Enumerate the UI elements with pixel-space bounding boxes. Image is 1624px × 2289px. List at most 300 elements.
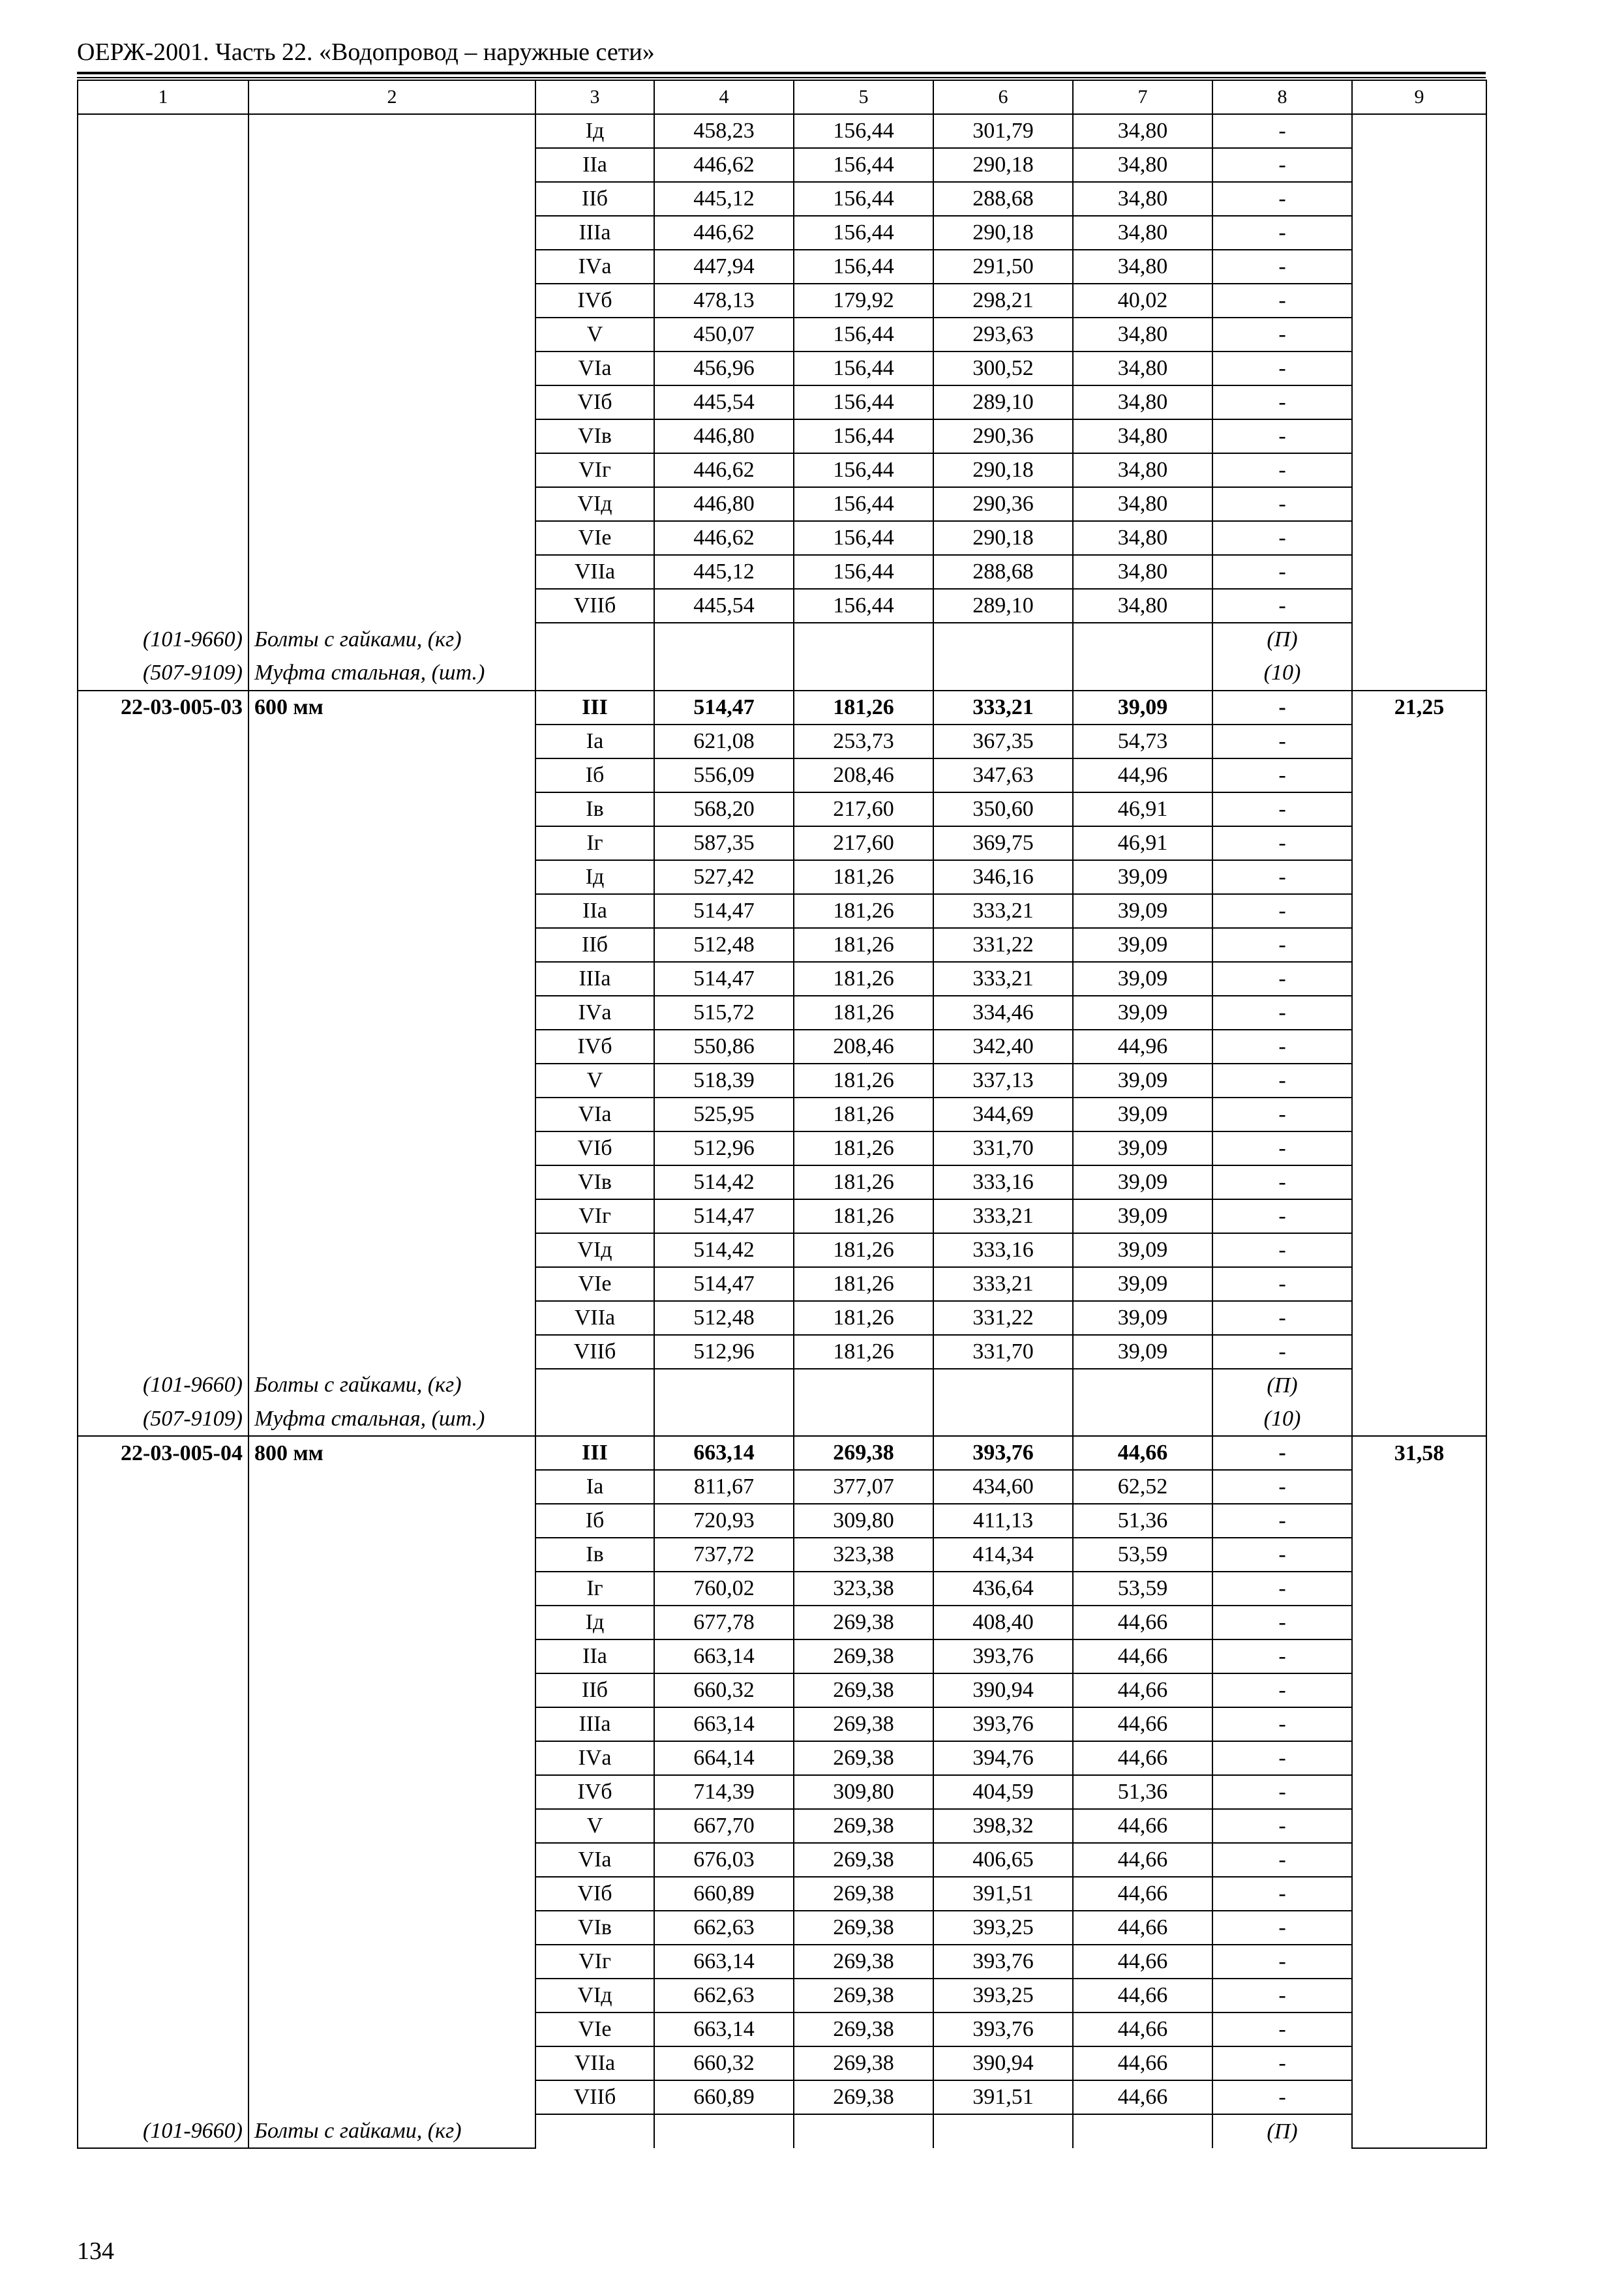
cell-total (654, 657, 794, 691)
cell-name (248, 792, 535, 826)
table-row (78, 1064, 1486, 1098)
cell-machine-wage: 39,09 (1073, 996, 1212, 1030)
cell-labor (1352, 894, 1486, 928)
cell-zone: Iв (535, 792, 654, 826)
cell-wage: 323,38 (794, 1572, 933, 1606)
cell-code (78, 1639, 248, 1673)
cell-wage: 156,44 (794, 182, 933, 216)
cell-name (248, 1741, 535, 1775)
cell-zone: VIб (535, 385, 654, 419)
cell-machine-wage: 34,80 (1073, 216, 1212, 250)
cell-labor (1352, 962, 1486, 996)
cell-machine-wage: 39,09 (1073, 1131, 1212, 1165)
cell-name: Муфта стальная, (шт.) (248, 1402, 535, 1436)
cell-materials: - (1212, 555, 1352, 589)
cell-code (78, 1538, 248, 1572)
cell-machine-wage: 39,09 (1073, 894, 1212, 928)
cell-machine-wage: 39,09 (1073, 1098, 1212, 1131)
cell-total: 677,78 (654, 1606, 794, 1639)
cell-zone: IVб (535, 1775, 654, 1809)
cell-name (248, 996, 535, 1030)
cell-wage: 181,26 (794, 1335, 933, 1369)
cell-name (248, 1538, 535, 1572)
cell-machines: 393,76 (933, 2012, 1073, 2046)
cell-name (248, 419, 535, 453)
cell-machines: 293,63 (933, 318, 1073, 352)
cell-total: 663,14 (654, 1639, 794, 1673)
cell-name (248, 385, 535, 419)
cell-machines: 290,18 (933, 148, 1073, 182)
cell-wage: 323,38 (794, 1538, 933, 1572)
cell-machine-wage: 39,09 (1073, 1335, 1212, 1369)
cell-materials: - (1212, 1741, 1352, 1775)
cell-total: 514,42 (654, 1165, 794, 1199)
cell-materials: - (1212, 1267, 1352, 1301)
cell-total: 518,39 (654, 1064, 794, 1098)
cell-materials: - (1212, 318, 1352, 352)
cell-total: 760,02 (654, 1572, 794, 1606)
table-row (78, 1335, 1486, 1369)
cell-total: 514,47 (654, 1267, 794, 1301)
cell-name (248, 148, 535, 182)
cell-name (248, 1945, 535, 1979)
cell-wage: 156,44 (794, 318, 933, 352)
table-row (78, 1098, 1486, 1131)
cell-machines: 369,75 (933, 826, 1073, 860)
cell-labor (1352, 284, 1486, 318)
cell-materials: - (1212, 1945, 1352, 1979)
cell-machines: 404,59 (933, 1775, 1073, 1809)
table-row (78, 758, 1486, 792)
table-row (78, 1470, 1486, 1504)
cell-materials: - (1212, 1877, 1352, 1911)
cell-code (78, 1673, 248, 1707)
cell-machine-wage: 34,80 (1073, 589, 1212, 623)
cell-machines: 300,52 (933, 352, 1073, 385)
column-number-row (78, 80, 1486, 114)
cell-code (78, 2046, 248, 2080)
table-row (78, 2080, 1486, 2114)
cell-zone: IIIа (535, 962, 654, 996)
cell-machines: 414,34 (933, 1538, 1073, 1572)
cell-name (248, 1233, 535, 1267)
cell-total: 660,32 (654, 1673, 794, 1707)
cell-machines: 391,51 (933, 1877, 1073, 1911)
cell-materials: - (1212, 1707, 1352, 1741)
cell-code (78, 385, 248, 419)
cell-total: 663,14 (654, 2012, 794, 2046)
cell-machine-wage: 44,66 (1073, 1843, 1212, 1877)
cell-labor: 21,25 (1352, 691, 1486, 725)
cell-wage: 181,26 (794, 860, 933, 894)
cell-materials: (10) (1212, 1402, 1352, 1436)
cell-labor (1352, 826, 1486, 860)
cell-labor (1352, 1030, 1486, 1064)
cell-total: 446,62 (654, 216, 794, 250)
cell-zone: VIд (535, 1979, 654, 2012)
cell-materials: - (1212, 1504, 1352, 1538)
table-row (78, 1233, 1486, 1267)
cell-name (248, 1199, 535, 1233)
cell-machines: 288,68 (933, 555, 1073, 589)
cell-materials: - (1212, 1538, 1352, 1572)
table-row (78, 2046, 1486, 2080)
cell-code: 22-03-005-03 (78, 691, 248, 725)
cell-machines: 367,35 (933, 725, 1073, 758)
table-row (78, 1775, 1486, 1809)
cell-code (78, 860, 248, 894)
table-row (78, 385, 1486, 419)
cell-code (78, 352, 248, 385)
cell-materials: - (1212, 148, 1352, 182)
cell-code (78, 487, 248, 521)
cell-machines: 288,68 (933, 182, 1073, 216)
cell-total: 445,12 (654, 182, 794, 216)
cell-machine-wage: 44,66 (1073, 1436, 1212, 1470)
cell-machines: 390,94 (933, 1673, 1073, 1707)
cell-machine-wage: 39,09 (1073, 1064, 1212, 1098)
cell-code: (101-9660) (78, 2114, 248, 2148)
cell-name (248, 928, 535, 962)
cell-code (78, 1504, 248, 1538)
cell-labor (1352, 2080, 1486, 2114)
cell-machines (933, 2114, 1073, 2148)
cell-machine-wage: 34,80 (1073, 419, 1212, 453)
cell-machine-wage: 39,09 (1073, 1267, 1212, 1301)
cell-machines: 406,65 (933, 1843, 1073, 1877)
cell-labor (1352, 487, 1486, 521)
column-number-6: 6 (933, 80, 1073, 114)
cell-name (248, 487, 535, 521)
cell-total: 446,62 (654, 521, 794, 555)
column-number-4: 4 (654, 80, 794, 114)
cell-total: 445,54 (654, 385, 794, 419)
cell-labor (1352, 250, 1486, 284)
cell-machine-wage: 39,09 (1073, 1199, 1212, 1233)
table-row (78, 894, 1486, 928)
cell-machine-wage: 34,80 (1073, 318, 1212, 352)
cell-total: 662,63 (654, 1979, 794, 2012)
cell-total: 525,95 (654, 1098, 794, 1131)
cell-total: 514,47 (654, 894, 794, 928)
cell-zone: V (535, 1809, 654, 1843)
cell-labor (1352, 1775, 1486, 1809)
table-row (78, 1267, 1486, 1301)
cell-name (248, 758, 535, 792)
cell-wage: 181,26 (794, 962, 933, 996)
cell-total (654, 1369, 794, 1403)
cell-machine-wage: 39,09 (1073, 860, 1212, 894)
cell-labor (1352, 2114, 1486, 2148)
cell-wage: 181,26 (794, 1199, 933, 1233)
cell-wage: 269,38 (794, 2046, 933, 2080)
cell-code (78, 1470, 248, 1504)
cell-machine-wage: 34,80 (1073, 453, 1212, 487)
cell-name (248, 1335, 535, 1369)
cell-materials: - (1212, 1979, 1352, 2012)
cell-machine-wage (1073, 1369, 1212, 1403)
cell-materials: - (1212, 2046, 1352, 2080)
cell-materials: - (1212, 1470, 1352, 1504)
cell-wage: 269,38 (794, 1843, 933, 1877)
cell-labor (1352, 1470, 1486, 1504)
cell-machine-wage (1073, 623, 1212, 657)
table-row (78, 1538, 1486, 1572)
cell-code (78, 1165, 248, 1199)
cell-total: 568,20 (654, 792, 794, 826)
cell-name (248, 1267, 535, 1301)
cell-labor (1352, 148, 1486, 182)
cell-zone: Iа (535, 1470, 654, 1504)
cell-zone: VIIб (535, 2080, 654, 2114)
cell-materials: - (1212, 826, 1352, 860)
cell-machine-wage: 34,80 (1073, 385, 1212, 419)
cell-labor (1352, 928, 1486, 962)
table-row-material (78, 623, 1486, 657)
table-row (78, 1843, 1486, 1877)
cell-zone: VIв (535, 1165, 654, 1199)
cell-materials: - (1212, 860, 1352, 894)
cell-wage: 181,26 (794, 996, 933, 1030)
cell-name (248, 1098, 535, 1131)
cell-zone: IIа (535, 148, 654, 182)
cell-name (248, 114, 535, 148)
cell-total: 556,09 (654, 758, 794, 792)
cell-machine-wage: 34,80 (1073, 114, 1212, 148)
cell-machines: 290,18 (933, 521, 1073, 555)
cell-total: 663,14 (654, 1945, 794, 1979)
cell-materials: - (1212, 1233, 1352, 1267)
cell-machine-wage: 44,96 (1073, 758, 1212, 792)
cell-machines: 333,21 (933, 691, 1073, 725)
cell-zone: V (535, 318, 654, 352)
cell-materials: - (1212, 2080, 1352, 2114)
cell-machines: 290,18 (933, 453, 1073, 487)
cell-total: 664,14 (654, 1741, 794, 1775)
cell-labor (1352, 1301, 1486, 1335)
cell-zone: III (535, 691, 654, 725)
cell-code (78, 1707, 248, 1741)
table-row (78, 1979, 1486, 2012)
cell-machine-wage: 44,96 (1073, 1030, 1212, 1064)
cell-name (248, 2046, 535, 2080)
cell-machine-wage (1073, 657, 1212, 691)
cell-total: 478,13 (654, 284, 794, 318)
cell-total: 456,96 (654, 352, 794, 385)
cell-materials: - (1212, 182, 1352, 216)
cell-code (78, 1775, 248, 1809)
cell-name (248, 1131, 535, 1165)
cell-name (248, 725, 535, 758)
cell-name: Муфта стальная, (шт.) (248, 657, 535, 691)
cell-machines: 434,60 (933, 1470, 1073, 1504)
cell-wage: 156,44 (794, 148, 933, 182)
table-row (78, 1639, 1486, 1673)
cell-materials: - (1212, 1131, 1352, 1165)
cell-name (248, 1504, 535, 1538)
cell-name (248, 1707, 535, 1741)
cell-labor (1352, 1064, 1486, 1098)
cell-total: 446,80 (654, 487, 794, 521)
cell-materials: (П) (1212, 1369, 1352, 1403)
cell-labor (1352, 1098, 1486, 1131)
table-row (78, 419, 1486, 453)
cell-materials: - (1212, 894, 1352, 928)
table-row (78, 1707, 1486, 1741)
cell-materials: - (1212, 1199, 1352, 1233)
cell-name (248, 1165, 535, 1199)
cell-zone: V (535, 1064, 654, 1098)
cell-labor (1352, 725, 1486, 758)
cell-machines: 331,70 (933, 1335, 1073, 1369)
cell-zone: Iг (535, 826, 654, 860)
cell-name (248, 1911, 535, 1945)
table-row (78, 1809, 1486, 1843)
cell-materials: - (1212, 1775, 1352, 1809)
table-row (78, 826, 1486, 860)
cell-labor (1352, 352, 1486, 385)
cell-machines: 393,25 (933, 1979, 1073, 2012)
cell-labor (1352, 1945, 1486, 1979)
cell-machines: 342,40 (933, 1030, 1073, 1064)
cell-name (248, 894, 535, 928)
column-number-3: 3 (535, 80, 654, 114)
cell-machines: 333,21 (933, 962, 1073, 996)
cell-labor (1352, 657, 1486, 691)
cell-code: (507-9109) (78, 1402, 248, 1436)
cell-wage: 181,26 (794, 1267, 933, 1301)
cell-machine-wage: 53,59 (1073, 1572, 1212, 1606)
cell-materials: - (1212, 996, 1352, 1030)
cell-labor (1352, 2012, 1486, 2046)
cell-labor (1352, 2046, 1486, 2080)
cell-total (654, 623, 794, 657)
cell-materials: - (1212, 2012, 1352, 2046)
cell-machine-wage: 34,80 (1073, 521, 1212, 555)
cell-code (78, 1911, 248, 1945)
cell-total: 446,80 (654, 419, 794, 453)
cell-wage: 269,38 (794, 1945, 933, 1979)
cell-name (248, 2012, 535, 2046)
cell-name (248, 521, 535, 555)
cell-machine-wage: 54,73 (1073, 725, 1212, 758)
cell-labor (1352, 1911, 1486, 1945)
cell-machines: 393,25 (933, 1911, 1073, 1945)
cell-zone: IIIа (535, 216, 654, 250)
cell-total: 446,62 (654, 148, 794, 182)
cell-total: 811,67 (654, 1470, 794, 1504)
cell-materials: - (1212, 284, 1352, 318)
cell-total: 621,08 (654, 725, 794, 758)
cell-total (654, 1402, 794, 1436)
table-row (78, 1741, 1486, 1775)
cell-machines: 333,21 (933, 894, 1073, 928)
cell-labor (1352, 1267, 1486, 1301)
table-row (78, 1945, 1486, 1979)
cell-name: 800 мм (248, 1436, 535, 1470)
cell-code (78, 521, 248, 555)
table-row (78, 318, 1486, 352)
cell-wage: 217,60 (794, 826, 933, 860)
cell-total: 720,93 (654, 1504, 794, 1538)
cell-total: 663,14 (654, 1436, 794, 1470)
cell-labor (1352, 1707, 1486, 1741)
cell-wage: 309,80 (794, 1775, 933, 1809)
cell-machines: 291,50 (933, 250, 1073, 284)
table-row (78, 555, 1486, 589)
cell-code (78, 894, 248, 928)
cell-total: 514,42 (654, 1233, 794, 1267)
table-row (78, 1504, 1486, 1538)
table-row (78, 453, 1486, 487)
cell-machines: 334,46 (933, 996, 1073, 1030)
cell-wage: 181,26 (794, 1098, 933, 1131)
cell-wage: 269,38 (794, 1979, 933, 2012)
cell-wage: 269,38 (794, 1436, 933, 1470)
cell-materials: - (1212, 962, 1352, 996)
cell-code (78, 1267, 248, 1301)
cell-code (78, 250, 248, 284)
table-row (78, 1030, 1486, 1064)
cell-labor (1352, 1538, 1486, 1572)
cell-name (248, 1572, 535, 1606)
cell-zone: VIг (535, 453, 654, 487)
cell-wage: 156,44 (794, 589, 933, 623)
cell-total: 676,03 (654, 1843, 794, 1877)
cell-labor (1352, 1165, 1486, 1199)
cell-machine-wage: 44,66 (1073, 1809, 1212, 1843)
cell-zone: VIг (535, 1199, 654, 1233)
cell-name (248, 860, 535, 894)
cell-machines: 337,13 (933, 1064, 1073, 1098)
cell-machine-wage: 46,91 (1073, 826, 1212, 860)
page-header-title: ОЕРЖ-2001. Часть 22. «Водопровод – наружные сети» (77, 38, 655, 66)
cell-zone: VIIа (535, 2046, 654, 2080)
cell-labor (1352, 1572, 1486, 1606)
table-row-material (78, 2114, 1486, 2148)
cell-total: 660,32 (654, 2046, 794, 2080)
column-number-2: 2 (248, 80, 535, 114)
cell-zone: VIв (535, 419, 654, 453)
cell-zone: VIд (535, 487, 654, 521)
cell-labor (1352, 758, 1486, 792)
cell-wage: 309,80 (794, 1504, 933, 1538)
cell-total: 445,12 (654, 555, 794, 589)
cell-code (78, 928, 248, 962)
table-row (78, 2012, 1486, 2046)
cell-total: 662,63 (654, 1911, 794, 1945)
cell-machines: 436,64 (933, 1572, 1073, 1606)
cell-labor: 31,58 (1352, 1436, 1486, 1470)
cell-zone (535, 1369, 654, 1403)
cell-machines: 290,36 (933, 419, 1073, 453)
cell-materials: - (1212, 250, 1352, 284)
cell-total: 447,94 (654, 250, 794, 284)
cell-machines: 333,21 (933, 1267, 1073, 1301)
cell-zone: VIIа (535, 555, 654, 589)
cell-materials: - (1212, 1572, 1352, 1606)
cell-materials: - (1212, 1673, 1352, 1707)
cell-code: (101-9660) (78, 623, 248, 657)
cell-machines (933, 623, 1073, 657)
cell-name (248, 1775, 535, 1809)
cell-machine-wage: 39,09 (1073, 1301, 1212, 1335)
cell-code (78, 1098, 248, 1131)
cell-labor (1352, 860, 1486, 894)
table-row (78, 962, 1486, 996)
column-number-1: 1 (78, 80, 248, 114)
cell-machine-wage: 39,09 (1073, 691, 1212, 725)
